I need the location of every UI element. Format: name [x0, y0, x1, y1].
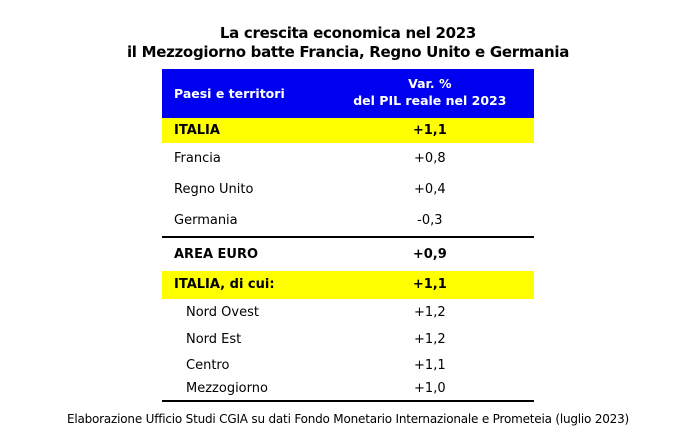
column-header-countries: Paesi e territori: [174, 85, 285, 101]
row-value: +0,9: [412, 246, 447, 262]
table-row-italia-di-cui: [162, 271, 534, 299]
table-row-italia: [162, 118, 534, 143]
table-row-nord-ovest: [162, 299, 534, 327]
row-value: +1,1: [414, 357, 446, 373]
table-header-row: [162, 69, 534, 118]
row-label: Germania: [174, 212, 238, 228]
row-label: AREA EURO: [174, 246, 259, 262]
table-row-francia: [162, 143, 534, 174]
table-row-mezzogiorno: [162, 378, 534, 402]
table-row-area-euro: [162, 236, 534, 271]
row-label: Mezzogiorno: [186, 381, 268, 396]
title-line-2: il Mezzogiorno batte Francia, Regno Unito e Germania: [126, 42, 570, 61]
table-row-regno-unito: [162, 174, 534, 205]
row-label: Francia: [174, 150, 221, 166]
row-value: +1,2: [414, 332, 446, 347]
row-label: Nord Ovest: [186, 305, 259, 320]
row-label: ITALIA: [174, 122, 220, 138]
row-label: Nord Est: [186, 332, 242, 347]
table-row-centro: [162, 353, 534, 378]
row-label: Centro: [186, 357, 230, 373]
column-header-line-1: Var. %: [408, 76, 452, 92]
page-title: [0, 0, 696, 62]
row-value: +1,1: [412, 277, 447, 292]
column-header-line-2: del PIL reale nel 2023: [353, 93, 507, 108]
row-label: ITALIA, di cui:: [174, 277, 275, 292]
table-row-nord-est: [162, 327, 534, 353]
table-row-germania: [162, 205, 534, 236]
row-value: +1,0: [414, 381, 446, 396]
gdp-growth-table: [162, 69, 534, 402]
column-header-gdp-variation: [326, 69, 534, 118]
row-value: +0,4: [414, 181, 446, 197]
row-value: +1,2: [414, 305, 446, 320]
row-value: +0,8: [414, 150, 446, 166]
row-value: -0,3: [417, 212, 443, 228]
row-label: Regno Unito: [174, 181, 254, 197]
source-note: Elaborazione Ufficio Studi CGIA su dati Fondo Monetario Internazionale e Prometeia (luglio 2023): [66, 411, 630, 426]
row-value: +1,1: [412, 122, 447, 138]
title-line-1: La crescita economica nel 2023: [219, 24, 477, 42]
